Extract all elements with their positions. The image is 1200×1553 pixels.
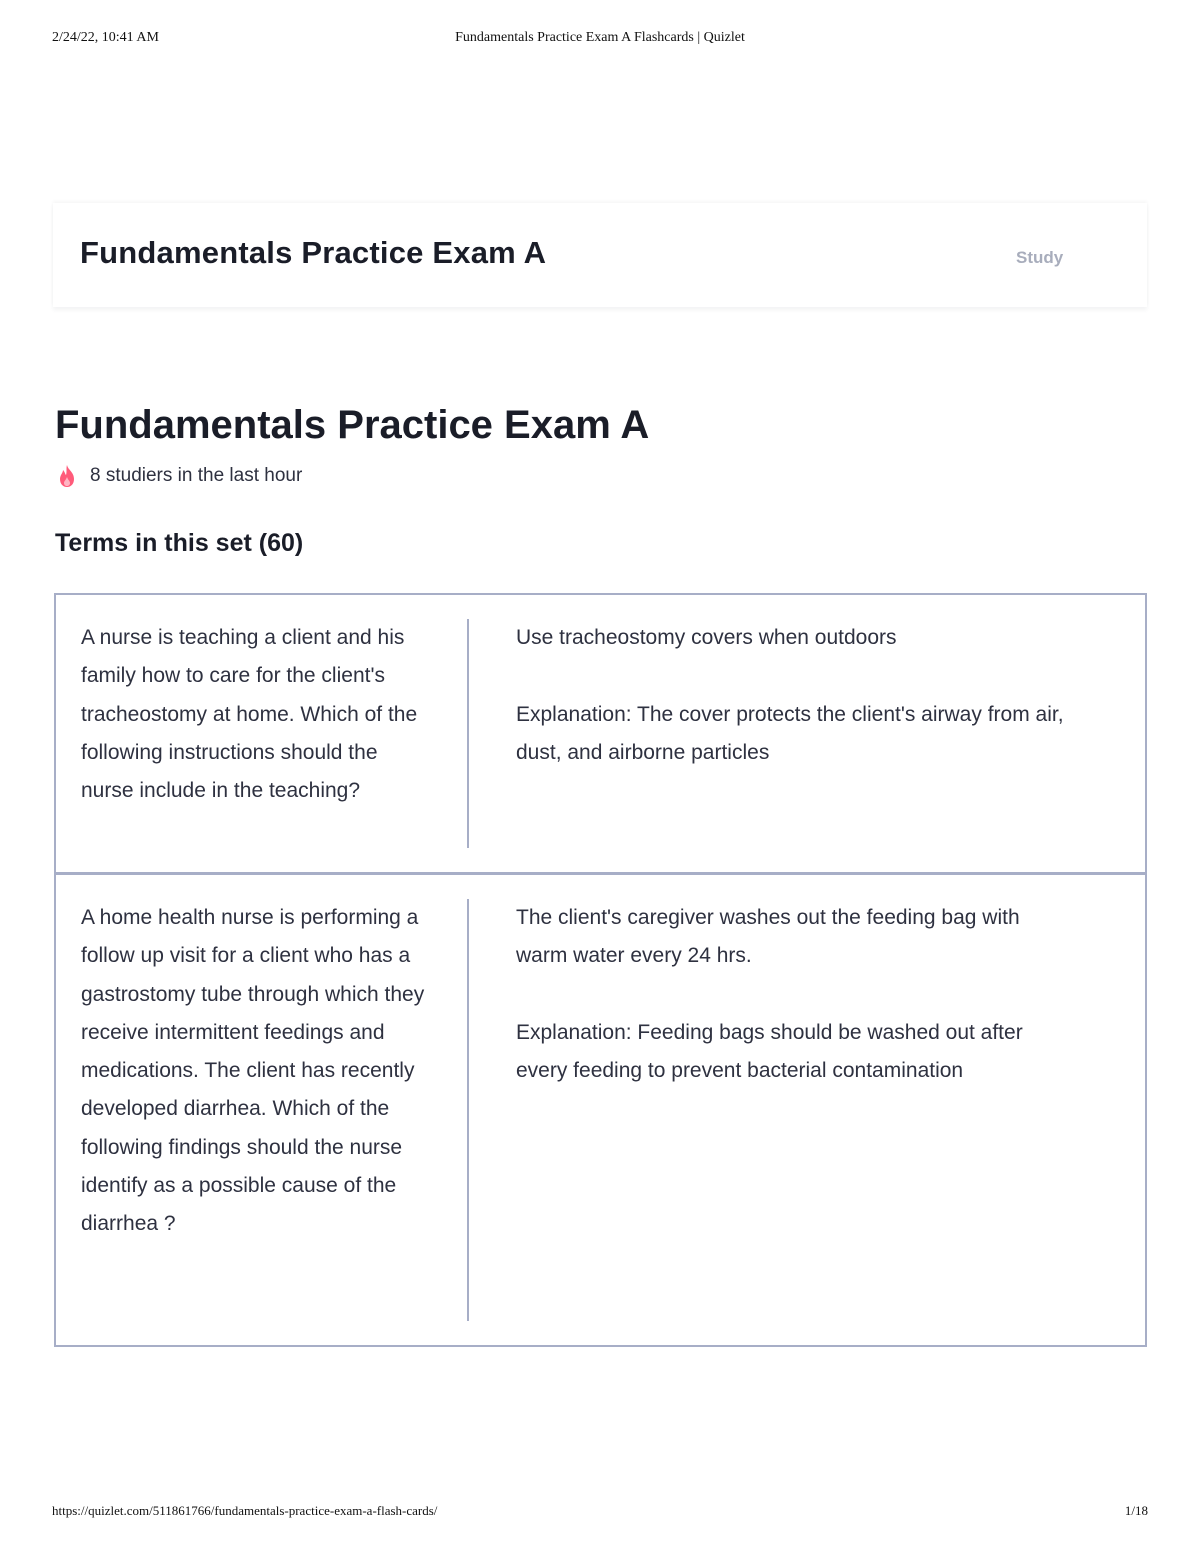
print-datetime: 2/24/22, 10:41 AM <box>52 30 159 45</box>
definition-explanation: Explanation: The cover protects the client's airway from air, dust, and airborne particles <box>516 702 1064 764</box>
definition-answer: Use tracheostomy covers when outdoors <box>516 626 897 649</box>
page-title: Fundamentals Practice Exam A <box>55 403 650 447</box>
definition-text <box>516 899 1076 1090</box>
studiers-text: 8 studiers in the last hour <box>90 465 303 486</box>
term-text: A home health nurse is performing a follow up visit for a client who has a gastrostomy tube through which they receive intermittent feedings and medications. The client has recently developed diarrhea. Which of the following findings should the nurse identify as a possible cause of the diarrhea ? <box>81 906 425 1236</box>
term-row <box>56 872 1145 1345</box>
term-row <box>56 595 1145 872</box>
definition-explanation: Explanation: Feeding bags should be washed out after every feeding to prevent bacterial contamination <box>516 1020 1023 1083</box>
print-page-title: Fundamentals Practice Exam A Flashcards | Quizlet <box>455 30 745 45</box>
set-header-title: Fundamentals Practice Exam A <box>80 235 547 270</box>
definition-answer: The client's caregiver washes out the feeding bag with warm water every 24 hrs. <box>516 906 1020 968</box>
terms-heading: Terms in this set (60) <box>55 529 304 557</box>
study-button[interactable]: Study <box>1016 248 1064 267</box>
terms-list <box>54 593 1147 1347</box>
print-url: https://quizlet.com/511861766/fundamentals-practice-exam-a-flash-cards/ <box>52 1503 438 1518</box>
term-divider <box>467 619 469 848</box>
set-header-bar <box>53 203 1147 307</box>
print-page-number: 1/18 <box>1124 1503 1148 1518</box>
flame-icon <box>56 464 78 488</box>
term-text: A nurse is teaching a client and his family how to care for the client's tracheostomy at home. Which of the following instructions should the nurse include in the teaching? <box>81 626 418 803</box>
print-footer <box>52 1503 1148 1523</box>
definition-text <box>516 619 1076 772</box>
term-divider <box>467 899 469 1321</box>
print-header <box>52 30 1148 50</box>
studiers-indicator <box>56 463 302 489</box>
